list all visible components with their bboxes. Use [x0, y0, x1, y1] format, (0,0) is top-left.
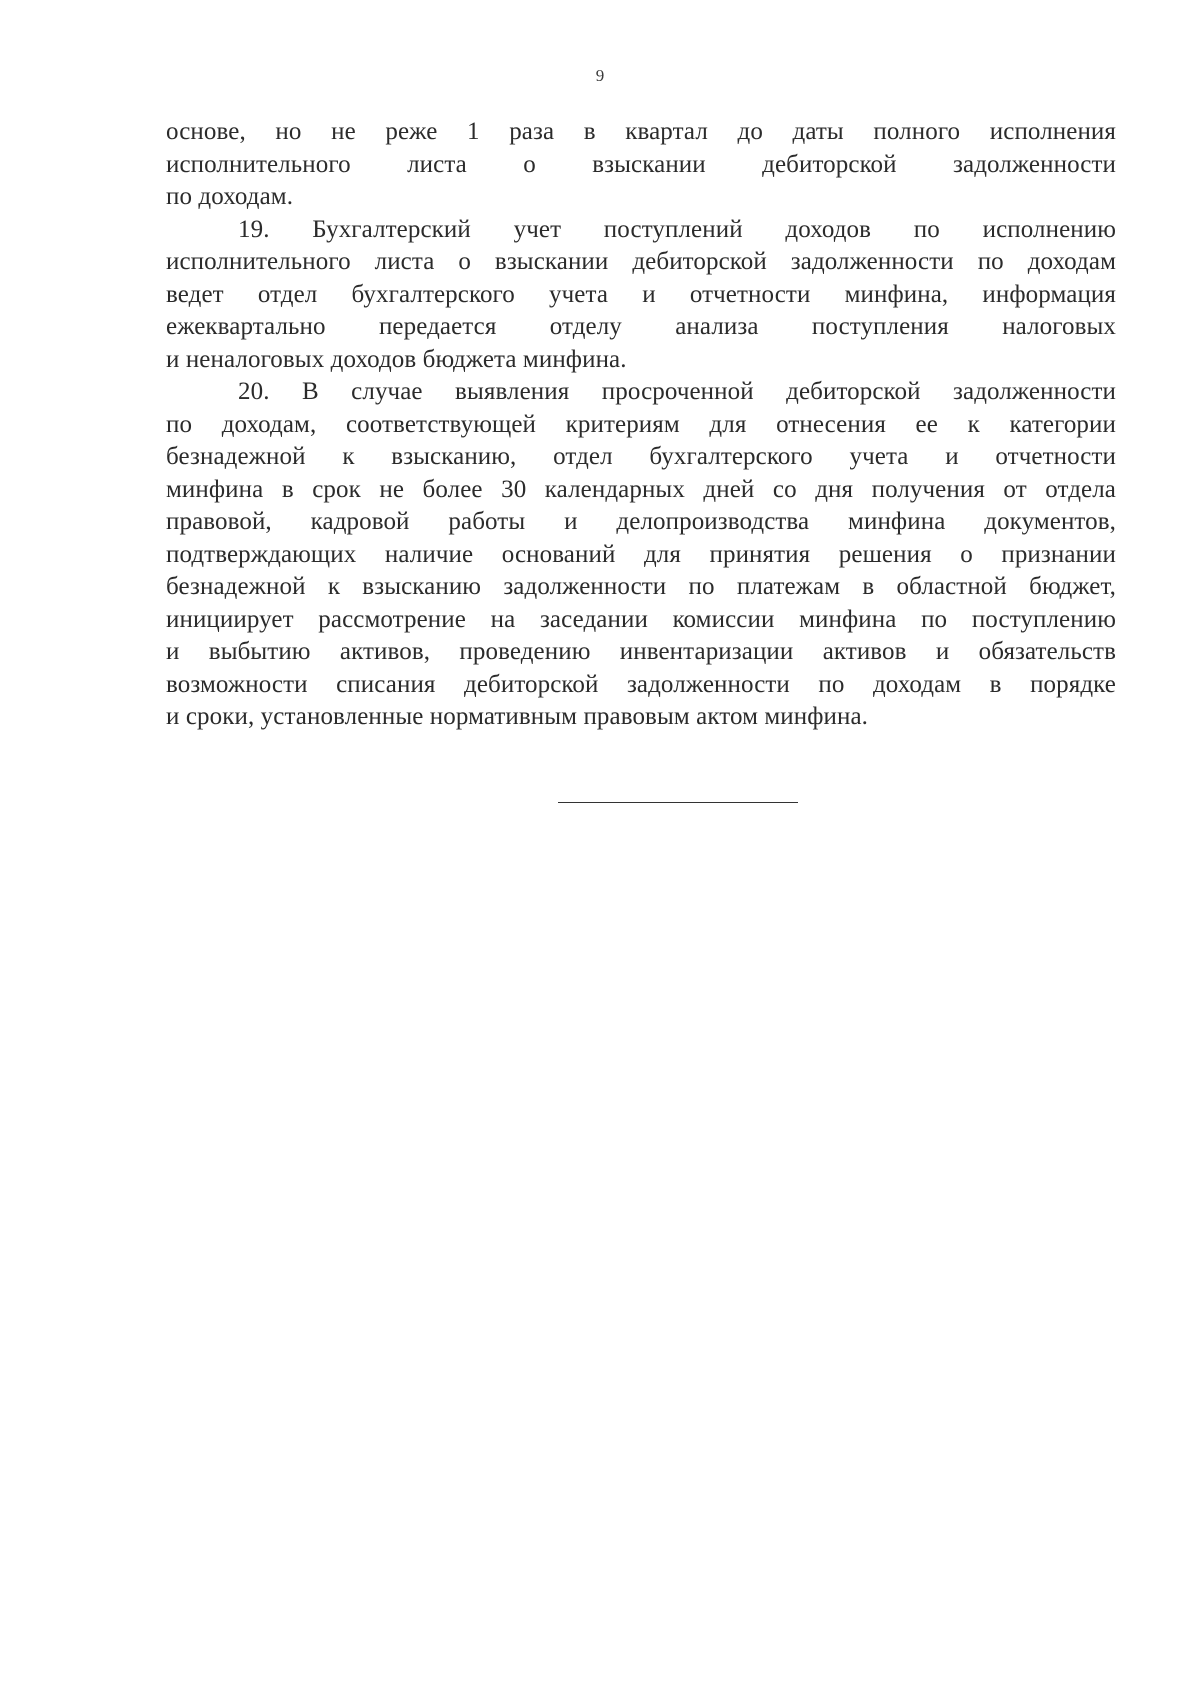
text-line: 19. Бухгалтерский учет поступлений доходов по исполнению	[238, 215, 1116, 243]
text-line: и сроки, установленные нормативным правовым актом минфина.	[166, 703, 869, 730]
paragraph-continuation	[166, 116, 1116, 214]
text-line: правовой, кадровой работы и делопроизводства минфина документов,	[166, 508, 1116, 535]
text-line: ведет отдел бухгалтерского учета и отчетности минфина, информация	[166, 280, 1116, 308]
text-line: ежеквартально передается отделу анализа поступления налоговых	[166, 313, 1116, 340]
text-line: инициирует рассмотрение на заседании комиссии минфина по поступлению	[166, 605, 1116, 633]
document-body	[166, 116, 1116, 734]
text-line: возможности списания дебиторской задолженности по доходам в порядке	[166, 670, 1116, 698]
end-of-document-rule	[558, 802, 798, 803]
text-line: и неналоговых доходов бюджета минфина.	[166, 345, 627, 373]
text-line: безнадежной к взысканию задолженности по платежам в областной бюджет,	[166, 573, 1116, 600]
page-number: 9	[595, 66, 605, 85]
text-line: минфина в срок не более 30 календарных дней со дня получения от отдела	[166, 475, 1116, 503]
text-line: безнадежной к взысканию, отдел бухгалтерского учета и отчетности	[166, 443, 1116, 470]
text-line: исполнительного листа о взыскании дебиторской задолженности	[166, 150, 1116, 178]
paragraph-item-19	[166, 214, 1116, 377]
text-line: 20. В случае выявления просроченной дебиторской задолженности	[238, 378, 1116, 405]
text-line: по доходам, соответствующей критериям для отнесения ее к категории	[166, 410, 1116, 438]
text-line: и выбытию активов, проведению инвентаризации активов и обязательств	[166, 638, 1116, 665]
text-line: основе, но не реже 1 раза в квартал до даты полного исполнения	[166, 118, 1116, 145]
text-line: по доходам.	[166, 183, 294, 210]
text-line: подтверждающих наличие оснований для принятия решения о признании	[166, 540, 1116, 568]
text-line: исполнительного листа о взыскании дебиторской задолженности по доходам	[166, 248, 1116, 275]
paragraph-item-20	[166, 376, 1116, 734]
